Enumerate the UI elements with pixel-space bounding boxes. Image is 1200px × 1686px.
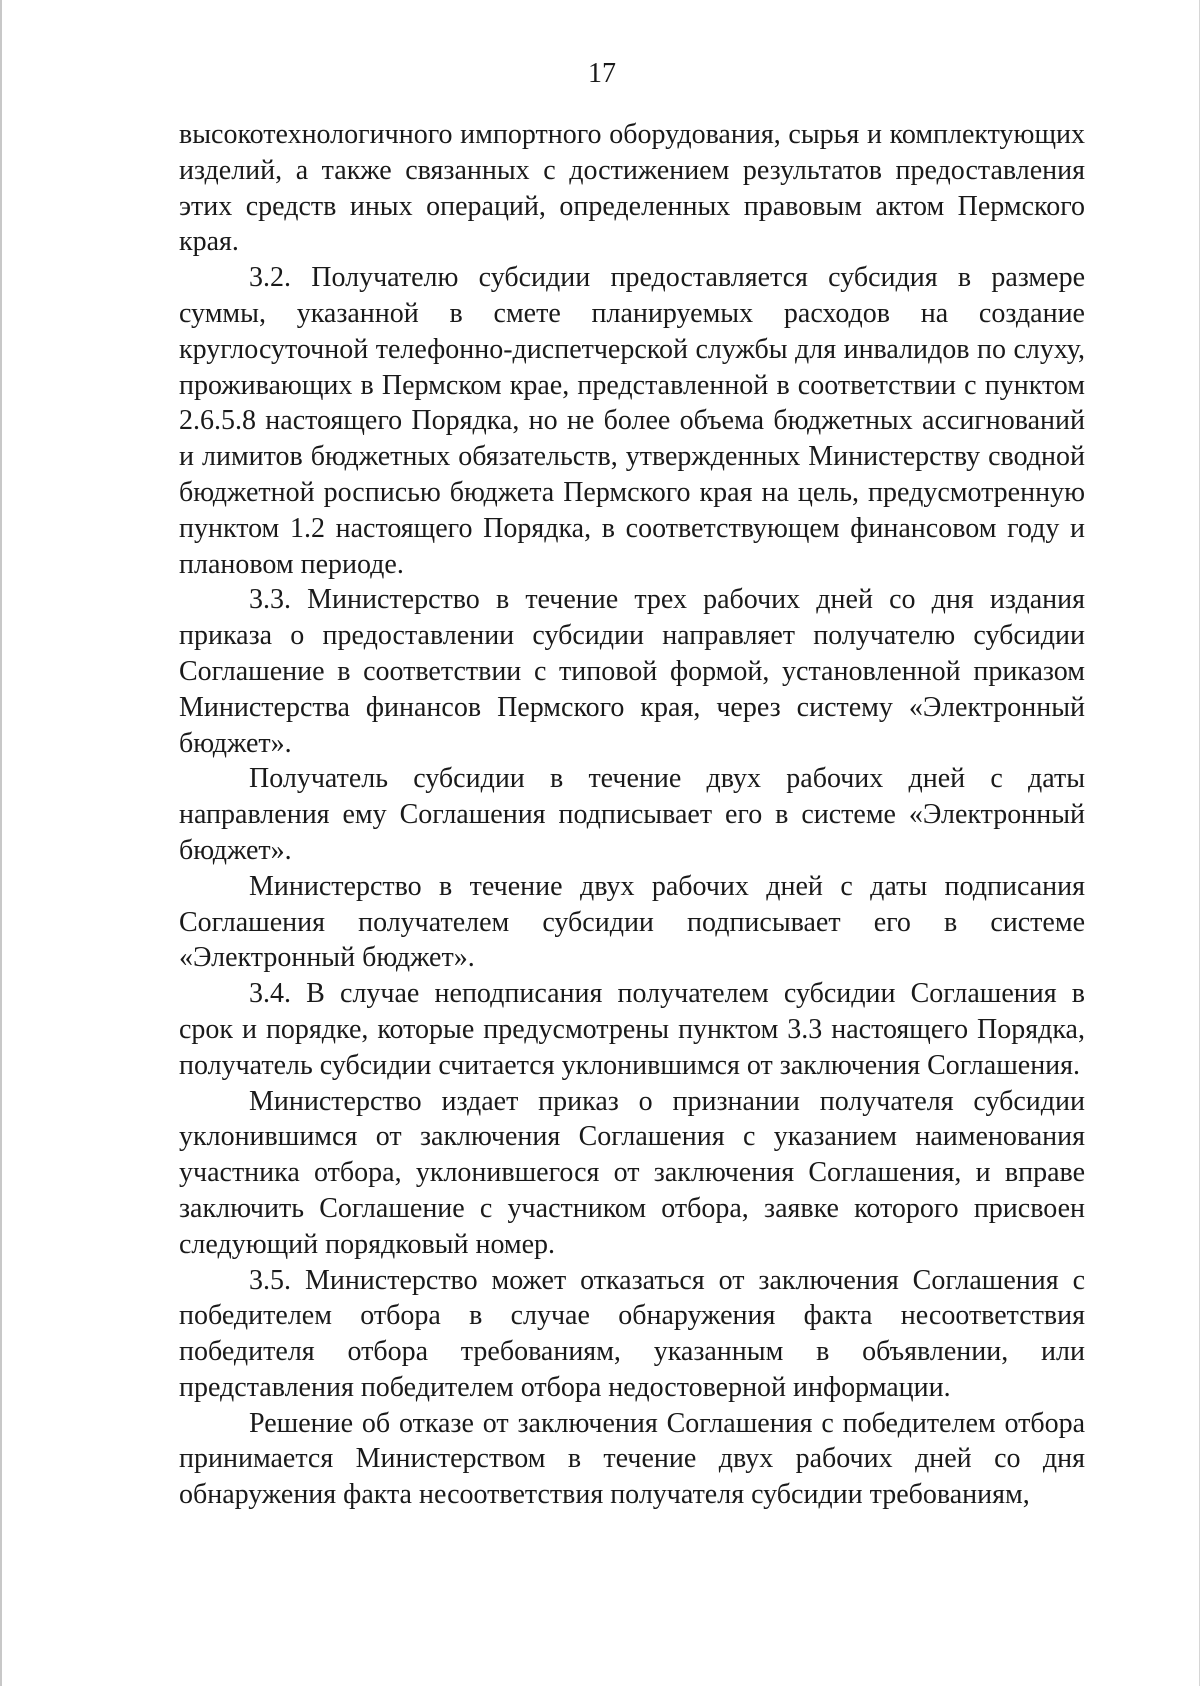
page-number: 17 [588,58,616,89]
paragraph-evasion-order: Министерство издает приказ о признании получателя субсидии уклонившимся от заключения Соглашения с указанием наименования участника отбора, уклонившегося от заключения Соглашения, и вправе заключить Соглашение с участником отбора, заявке которого присвоен следующий порядковый номер. [179,1085,1085,1260]
paragraph-3-3: 3.3. Министерство в течение трех рабочих дней со дня издания приказа о предоставлении субсидии направляет получателю субсидии Соглашение в соответствии с типовой формой, установленной приказом Министерства финансов Пермского края, через систему «Электронный бюджет». [179,584,1085,759]
paragraph-refusal-decision: Решение об отказе от заключения Соглашения с победителем отбора принимается Министерством в течение двух рабочих дней со дня обнаружения факта несоответствия получателя субсидии требованиям, [179,1407,1085,1511]
paragraph-3-5: 3.5. Министерство может отказаться от заключения Соглашения с победителем отбора в случае обнаружения факта несоответствия победителя отбора требованиям, указанным в объявлении, или представления победителем отбора недостоверной информации. [179,1264,1085,1403]
paragraph-continuation: высокотехнологичного импортного оборудования, сырья и комплектующих изделий, а также связанных с достижением результатов предоставления этих средств иных операций, определенных правовым актом Пермского края. [179,119,1085,258]
document-body [179,117,1085,1513]
paragraph-3-2: 3.2. Получателю субсидии предоставляется субсидия в размере суммы, указанной в смете планируемых расходов на создание круглосуточной телефонно-диспетчерской службы для инвалидов по слуху, проживающих в Пермском крае, представленной в соответствии с пунктом 2.6.5.8 настоящего Порядка, но не более объема бюджетных ассигнований и лимитов бюджетных обязательств, утвержденных Министерству сводной бюджетной росписью бюджета Пермского края на цель, предусмотренную пунктом 1.2 настоящего Порядка, в соответствующем финансовом году и плановом периоде. [179,262,1085,580]
paragraph-ministry-signing: Министерство в течение двух рабочих дней с даты подписания Соглашения получателем субсидии подписывает его в системе «Электронный бюджет». [179,870,1085,974]
paragraph-recipient-signing: Получатель субсидии в течение двух рабочих дней с даты направления ему Соглашения подписывает его в системе «Электронный бюджет». [179,763,1085,866]
paragraph-3-4: 3.4. В случае неподписания получателем субсидии Соглашения в срок и порядке, которые предусмотрены пунктом 3.3 настоящего Порядка, получатель субсидии считается уклонившимся от заключения Соглашения. [179,978,1085,1081]
